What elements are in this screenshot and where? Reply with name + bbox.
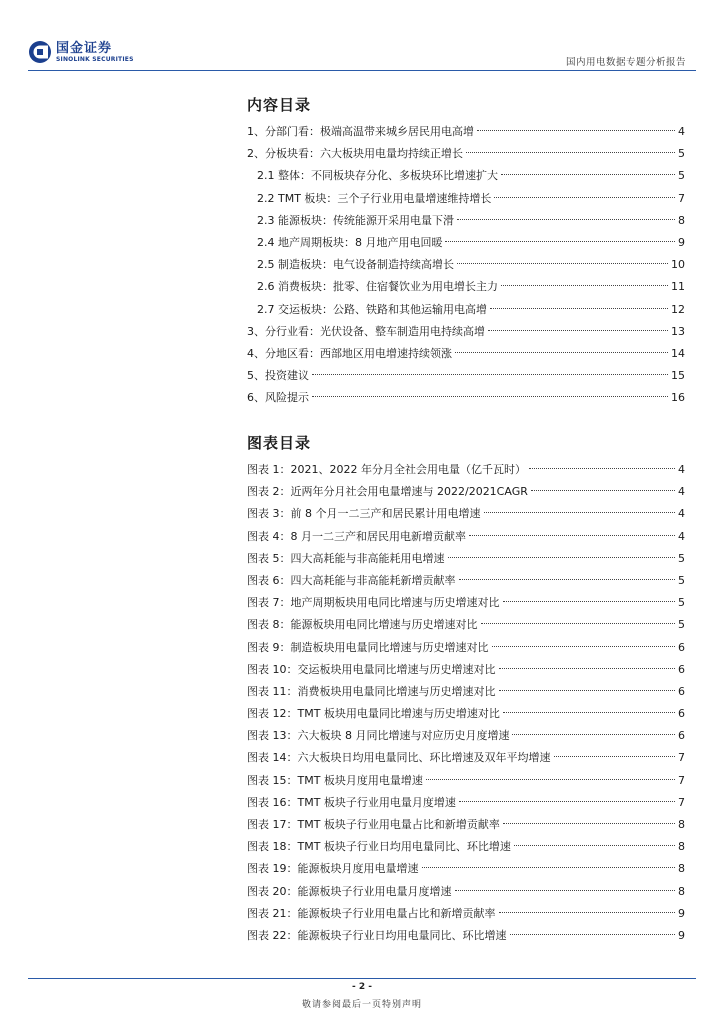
contents-list <box>247 121 685 409</box>
dot-leader <box>499 690 676 691</box>
dot-leader <box>499 912 676 913</box>
figure-entry[interactable] <box>247 836 685 858</box>
figure-entry[interactable] <box>247 481 685 503</box>
toc-entry-label: 4、分地区看：西部地区用电增速持续领涨 <box>247 346 452 360</box>
figure-entry-page: 9 <box>678 928 685 942</box>
toc-entry[interactable] <box>247 165 685 187</box>
toc-entry[interactable] <box>247 299 685 321</box>
figure-entry-label: 图表 17：TMT 板块子行业用电量占比和新增贡献率 <box>247 818 500 831</box>
figure-entry-page: 8 <box>678 862 685 876</box>
toc-entry[interactable] <box>247 365 685 387</box>
figure-entry-page: 6 <box>678 662 685 676</box>
toc-entry-label: 5、投资建议 <box>247 369 309 383</box>
figure-entry-page: 7 <box>678 773 685 787</box>
logo-name-en: SINOLINK SECURITIES <box>56 55 134 63</box>
toc-entry-page: 12 <box>671 302 685 316</box>
toc-entry-page: 7 <box>678 191 685 205</box>
figure-entry-label: 图表 12：TMT 板块用电量同比增速与历史增速对比 <box>247 707 500 721</box>
toc-entry-page: 14 <box>671 346 685 360</box>
dot-leader <box>445 241 675 242</box>
toc-entry-page: 9 <box>678 235 685 249</box>
figure-entry-label: 图表 18：TMT 板块子行业日均用电量同比、环比增速 <box>247 840 511 854</box>
figure-entry-page: 8 <box>678 884 685 898</box>
figure-entry-label: 图表 19：能源板块月度用电量增速 <box>247 862 419 876</box>
toc-entry-page: 10 <box>671 258 685 272</box>
figure-entry-label: 图表 7：地产周期板块用电同比增速与历史增速对比 <box>247 596 500 610</box>
figure-entry[interactable] <box>247 925 685 947</box>
contents-heading: 内容目录 <box>247 96 312 114</box>
figure-entry-label: 图表 6：四大高耗能与非高能耗新增贡献率 <box>247 573 456 587</box>
figure-entry[interactable] <box>247 548 685 570</box>
figure-entry-page: 6 <box>678 729 685 743</box>
figure-entry-label: 图表 15：TMT 板块月度用电量增速 <box>247 773 423 787</box>
dot-leader <box>312 396 668 397</box>
figure-entry-page: 5 <box>678 573 685 587</box>
toc-entry-label: 2.7 交运板块：公路、铁路和其他运输用电高增 <box>257 302 487 316</box>
header-divider <box>28 70 696 71</box>
figure-entry-label: 图表 22：能源板块子行业日均用电量同比、环比增速 <box>247 928 507 942</box>
figure-entry-page: 9 <box>678 906 685 920</box>
figure-entry[interactable] <box>247 592 685 614</box>
logo-name-cn: 国金证券 <box>56 40 113 56</box>
toc-entry-label: 3、分行业看：光伏设备、整车制造用电持续高增 <box>247 324 485 338</box>
dot-leader <box>469 535 675 536</box>
toc-entry[interactable] <box>247 321 685 343</box>
figure-entry-label: 图表 20：能源板块子行业用电量月度增速 <box>247 884 452 898</box>
toc-entry[interactable] <box>247 121 685 143</box>
toc-entry-label: 1、分部门看：极端高温带来城乡居民用电高增 <box>247 125 474 138</box>
toc-entry-page: 16 <box>671 391 685 405</box>
toc-entry-label: 2、分板块看：六大板块用电量均持续正增长 <box>247 147 463 161</box>
logo-mark-icon <box>28 40 52 64</box>
figure-entry-label: 图表 14：六大板块日均用电量同比、环比增速及双年平均增速 <box>247 751 551 765</box>
figure-entry-label: 图表 3：前 8 个月一二三产和居民累计用电增速 <box>247 507 481 521</box>
dot-leader <box>477 130 675 131</box>
figure-entry-label: 图表 9：制造板块用电量同比增速与历史增速对比 <box>247 640 489 654</box>
figure-entry[interactable] <box>247 570 685 592</box>
document-title: 国内用电数据专题分析报告 <box>565 57 686 68</box>
footer-divider <box>28 978 696 979</box>
toc-entry-page: 5 <box>678 147 685 161</box>
dot-leader <box>503 712 675 713</box>
dot-leader <box>457 263 668 264</box>
figure-entry[interactable] <box>247 747 685 769</box>
figure-entry-page: 4 <box>678 507 685 521</box>
toc-entry[interactable] <box>247 276 685 298</box>
dot-leader <box>481 623 676 624</box>
dot-leader <box>457 219 675 220</box>
figures-heading: 图表目录 <box>247 434 312 452</box>
figure-entry[interactable] <box>247 503 685 525</box>
figure-entry-page: 5 <box>678 596 685 610</box>
figure-entry-page: 7 <box>678 795 685 809</box>
toc-entry-page: 15 <box>671 369 685 383</box>
dot-leader <box>455 352 668 353</box>
toc-entry-label: 6、风险提示 <box>247 391 309 405</box>
dot-leader <box>466 152 675 153</box>
figure-entry-page: 6 <box>678 640 685 654</box>
figure-entry-label: 图表 5：四大高耗能与非高能耗用电增速 <box>247 551 445 565</box>
toc-entry-label: 2.6 消费板块：批零、住宿餐饮业为用电增长主力 <box>257 280 498 294</box>
toc-entry-label: 2.2 TMT 板块：三个子行业用电量增速维持增长 <box>257 191 492 205</box>
figure-entry-page: 6 <box>678 707 685 721</box>
figure-entry-page: 8 <box>678 818 685 831</box>
figure-entry-page: 5 <box>678 551 685 565</box>
figure-entry[interactable] <box>247 770 685 792</box>
toc-entry[interactable] <box>247 188 685 210</box>
toc-entry-page: 11 <box>671 280 685 294</box>
figure-entry-page: 4 <box>678 485 685 499</box>
dot-leader <box>426 779 675 780</box>
figure-entry[interactable] <box>247 526 685 548</box>
figure-entry[interactable] <box>247 459 685 481</box>
toc-entry-label: 2.5 制造板块：电气设备制造持续高增长 <box>257 258 454 272</box>
figure-entry[interactable] <box>247 858 685 880</box>
toc-entry[interactable] <box>247 143 685 165</box>
dot-leader <box>455 890 676 891</box>
dot-leader <box>503 823 675 824</box>
dot-leader <box>514 845 675 846</box>
figure-entry[interactable] <box>247 681 685 703</box>
figure-entry-label: 图表 16：TMT 板块子行业用电量月度增速 <box>247 795 456 809</box>
figure-entry-label: 图表 21：能源板块子行业用电量占比和新增贡献率 <box>247 906 496 920</box>
dot-leader <box>529 468 675 469</box>
figure-entry-page: 6 <box>678 684 685 698</box>
toc-entry-page: 4 <box>678 125 685 138</box>
dot-leader <box>494 197 675 198</box>
toc-entry-label: 2.4 地产周期板块：8 月地产用电回暖 <box>257 235 443 249</box>
figure-entry[interactable] <box>247 725 685 747</box>
dot-leader <box>512 734 675 735</box>
dot-leader <box>554 756 676 757</box>
page-number: - 2 - <box>352 982 372 992</box>
dot-leader <box>503 601 676 602</box>
toc-entry-page: 13 <box>671 324 685 338</box>
dot-leader <box>490 308 668 309</box>
figure-entry-page: 7 <box>678 751 685 765</box>
dot-leader <box>488 330 668 331</box>
figure-entry[interactable] <box>247 792 685 814</box>
toc-entry-page: 5 <box>678 169 685 183</box>
dot-leader <box>501 285 668 286</box>
figure-entry-label: 图表 4：8 月一二三产和居民用电新增贡献率 <box>247 529 466 543</box>
page-header <box>28 38 696 72</box>
toc-entry[interactable] <box>247 254 685 276</box>
toc-entry[interactable] <box>247 387 685 409</box>
toc-entry[interactable] <box>247 343 685 365</box>
dot-leader <box>448 557 676 558</box>
figure-entry-page: 8 <box>678 840 685 854</box>
figure-entry[interactable] <box>247 637 685 659</box>
figure-entry[interactable] <box>247 659 685 681</box>
dot-leader <box>501 174 675 175</box>
dot-leader <box>459 801 675 802</box>
footer-disclaimer: 敬请参阅最后一页特别声明 <box>301 1000 422 1010</box>
dot-leader <box>510 934 676 935</box>
figure-entry[interactable] <box>247 614 685 636</box>
figure-entry-page: 5 <box>678 618 685 632</box>
dot-leader <box>531 490 675 491</box>
figure-entry-page: 4 <box>678 529 685 543</box>
figure-entry-page: 4 <box>678 463 685 476</box>
toc-entry[interactable] <box>247 232 685 254</box>
figure-entry[interactable] <box>247 703 685 725</box>
figure-entry-label: 图表 2：近两年分月社会用电量增速与 2022/2021CAGR <box>247 485 528 499</box>
figure-entry-label: 图表 8：能源板块用电同比增速与历史增速对比 <box>247 618 478 632</box>
dot-leader <box>422 867 676 868</box>
dot-leader <box>312 374 668 375</box>
dot-leader <box>459 579 676 580</box>
dot-leader <box>499 668 676 669</box>
dot-leader <box>484 512 676 513</box>
toc-entry-label: 2.1 整体：不同板块存分化、多板块环比增速扩大 <box>257 169 498 183</box>
figure-entry-label: 图表 13：六大板块 8 月同比增速与对应历史月度增速 <box>247 729 510 743</box>
figure-entry[interactable] <box>247 903 685 925</box>
company-logo <box>28 40 134 64</box>
toc-entry-label: 2.3 能源板块：传统能源开采用电量下滑 <box>257 213 454 227</box>
toc-entry-page: 8 <box>678 213 685 227</box>
figure-entry[interactable] <box>247 881 685 903</box>
toc-entry[interactable] <box>247 210 685 232</box>
figure-entry-label: 图表 1：2021、2022 年分月全社会用电量（亿千瓦时） <box>247 463 526 476</box>
figure-entry-label: 图表 10：交运板块用电量同比增速与历史增速对比 <box>247 662 496 676</box>
figure-entry[interactable] <box>247 814 685 836</box>
figure-entry-label: 图表 11：消费板块用电量同比增速与历史增速对比 <box>247 684 496 698</box>
dot-leader <box>492 646 676 647</box>
figures-list <box>247 459 685 947</box>
